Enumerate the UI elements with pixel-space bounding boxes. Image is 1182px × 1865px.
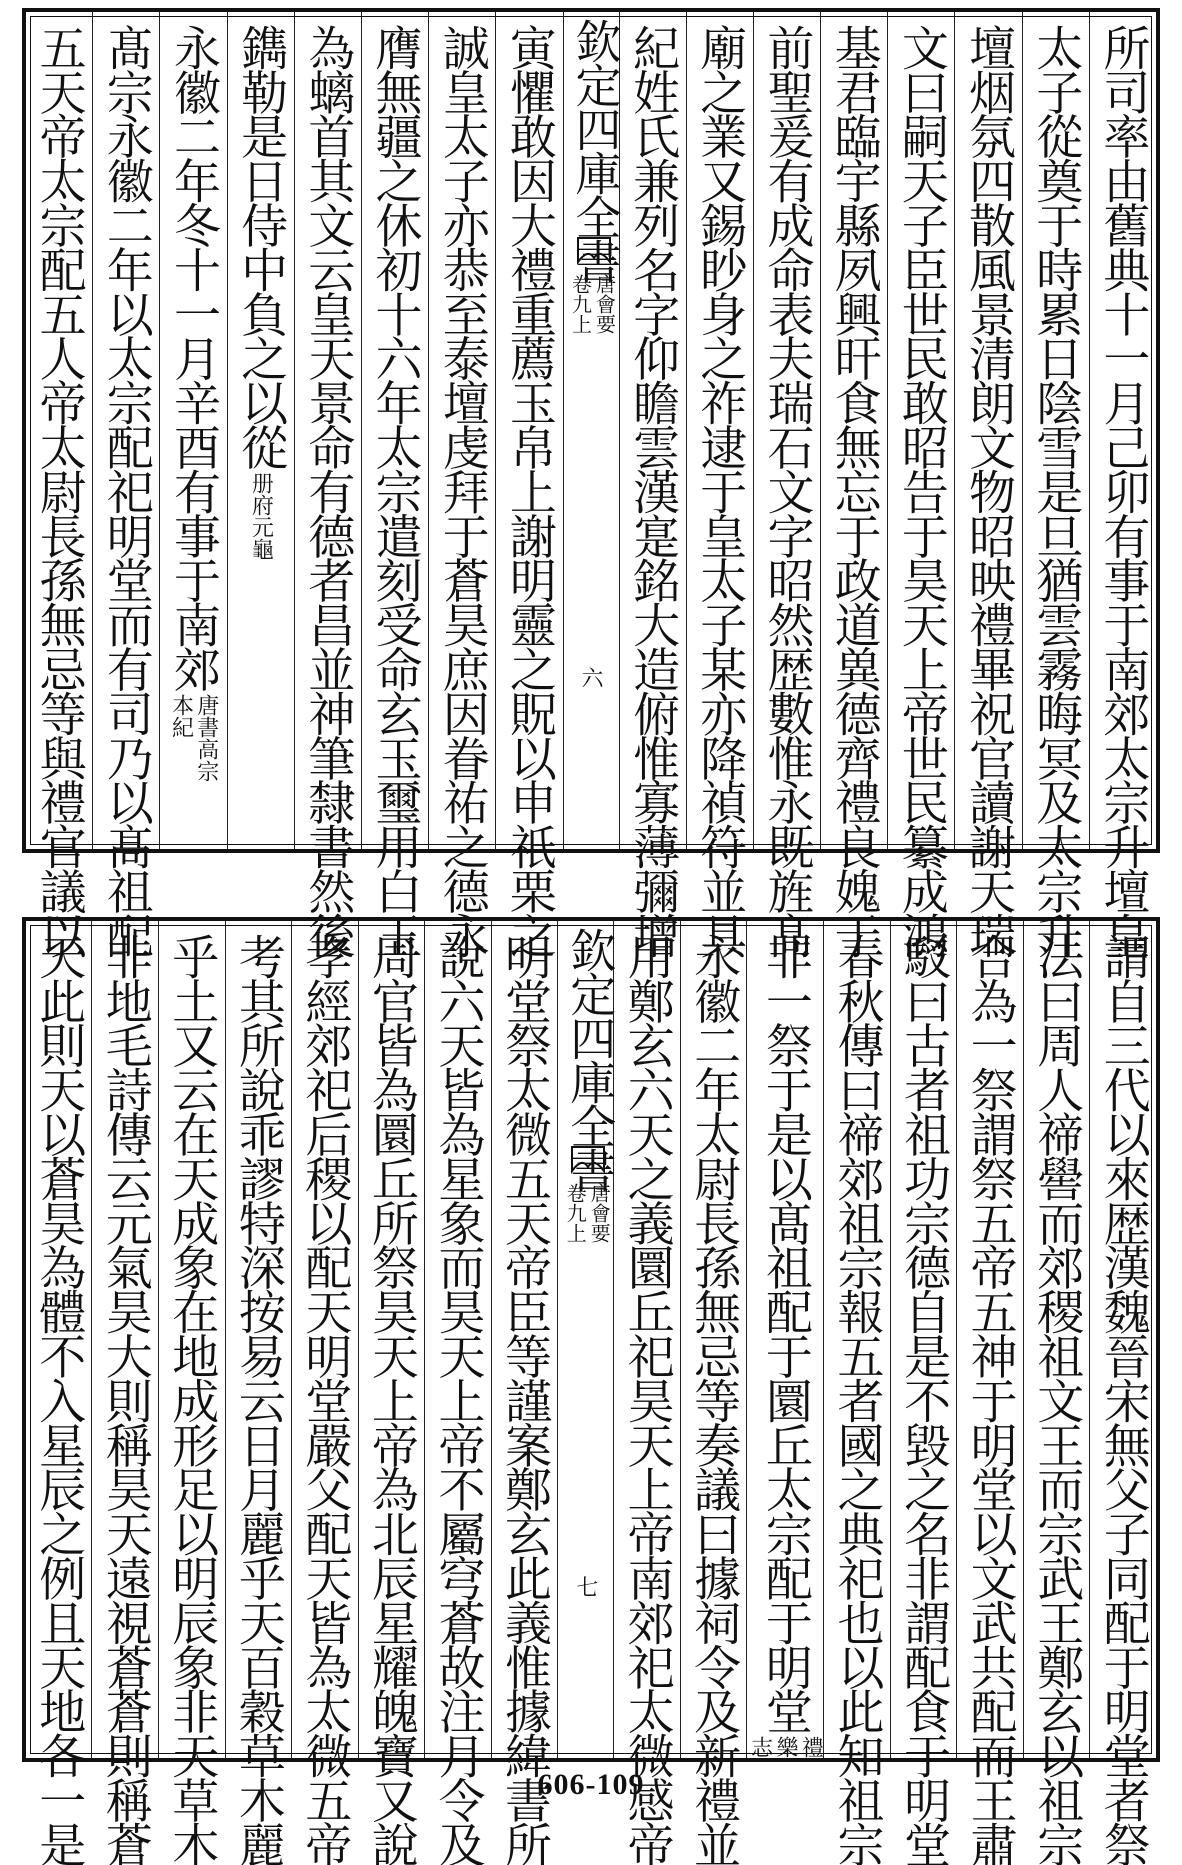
text-column <box>686 12 753 957</box>
text-column <box>1089 12 1156 957</box>
source-title: 唐會要 <box>592 274 617 334</box>
folio-number: 七 <box>576 1576 599 1601</box>
text-column <box>890 921 957 1865</box>
center-gutter <box>557 921 618 1758</box>
top-page <box>22 8 1160 957</box>
column-text: 膺無疆之休初十六年太宗遣刻受命玄玉璽用白玉 <box>367 24 423 957</box>
volume-info <box>564 1183 610 1243</box>
column-text: 明堂祭太微五天帝臣等謹案鄭玄此義惟據緯書所 <box>497 933 553 1865</box>
column-text: 謂自三代以來歴漢魏晉宋無父子同配于明堂者祭 <box>1095 933 1151 1865</box>
text-column <box>613 921 680 1865</box>
text-column <box>361 12 428 957</box>
text-column <box>291 921 358 1865</box>
text-column <box>358 921 425 1865</box>
text-column <box>887 12 954 957</box>
column-text: 乎土又云在天成象在地成形足以明辰象非天草木 <box>164 933 220 1865</box>
text-column <box>820 12 887 957</box>
column-text: 法曰周人禘嚳而郊稷祖文王而宗武王鄭玄以祖宗 <box>1029 933 1085 1865</box>
fish-tail-mark-icon <box>576 236 612 266</box>
book-title: 欽定四庫全書 <box>563 927 618 1191</box>
text-column <box>159 12 226 849</box>
text-column <box>26 12 92 957</box>
fish-tail-mark-icon <box>570 1145 606 1175</box>
text-column <box>956 921 1023 1865</box>
text-column <box>428 12 495 957</box>
text-column <box>294 12 361 957</box>
text-column <box>823 921 890 1865</box>
book-title: 欽定四庫全書 <box>568 18 623 282</box>
column-text: 非一祭于是以髙祖配于圜丘太宗配于明堂 <box>757 933 813 1733</box>
column-text: 考其所說乖謬特深按易云日月麗乎天百穀草木麗 <box>230 933 286 1865</box>
text-column <box>746 921 823 1758</box>
source-note: 册府元龜 <box>248 472 274 561</box>
column-text: 非地毛詩傳云元氣昊大則稱昊天遠視蒼蒼則稱蒼 <box>97 933 153 1865</box>
column-text: 孝經郊祀后稷以配天明堂嚴父配天皆為太微五帝 <box>297 933 353 1865</box>
volume-info <box>570 274 616 334</box>
volume-number: 卷九上 <box>568 274 593 334</box>
text-column <box>1023 921 1090 1865</box>
column-text: 紀姓氏兼列名字仰瞻雲漢寔銘大造俯惟寡薄彌增 <box>625 24 681 957</box>
column-text: 為螭首其文云皇天景命有德者昌並神筆隸書然後 <box>300 24 356 957</box>
text-column <box>1089 921 1156 1865</box>
text-column <box>158 921 225 1865</box>
center-gutter <box>563 12 623 849</box>
column-text: 說六天皆為星象而昊天上帝不屬穹蒼故注月令及 <box>430 933 486 1865</box>
column-text: 永徽二年太尉長孫無忌等奏議曰據祠令及新禮並 <box>686 933 742 1865</box>
column-text: 髙宗永徽二年以太宗配祀明堂而有司乃以髙祖配 <box>98 24 154 957</box>
text-column <box>680 921 747 1865</box>
column-text: 太子從奠于時累日陰雪是旦猶雲霧晦冥及太宗升 <box>1028 24 1084 957</box>
text-column <box>92 12 159 957</box>
column-text: 合為一祭謂祭五帝五神于明堂以文武共配而王肅 <box>962 933 1018 1865</box>
text-column <box>954 12 1021 957</box>
source-title: 唐會要 <box>587 1183 612 1243</box>
column-text: 基君臨宇縣夙興旰食無忘于政道兾德齊禮良媿于 <box>826 24 882 957</box>
page-code: 606-109 <box>537 1768 645 1801</box>
volume-number: 卷九上 <box>563 1183 588 1243</box>
column-text: 五天帝太宗配五人帝太尉長孫無忌等與禮官議以 <box>31 24 87 957</box>
column-text: 誠皇太子亦恭至泰壇虔拜于蒼昊庶因眷祐之德永 <box>434 24 490 957</box>
column-text: 春秋傳曰禘郊祖宗報五者國之典祀也以此知祖宗 <box>829 933 885 1865</box>
text-column <box>495 12 562 957</box>
column-text: 周官皆為圜丘所祭昊天上帝為北辰星耀魄寶又說 <box>363 933 419 1865</box>
column-text: 用鄭玄六天之義圜丘祀昊天上帝南郊祀太微感帝 <box>619 933 675 1865</box>
folio-number: 六 <box>581 667 604 692</box>
text-column <box>26 921 92 1865</box>
column-text: 所司率由舊典十一月己卯有事于南郊太宗升壇皇 <box>1095 24 1151 957</box>
column-text: 永徽二年冬十一月辛酉有事于南郊 <box>165 24 221 691</box>
source-note: 唐書高宗本紀 <box>168 694 219 783</box>
column-text: 廟之業又錫眇身之祚逮于皇太子某亦降禎符並具 <box>692 24 748 957</box>
column-text: 鐫勒是日侍中負之以從 <box>233 24 289 469</box>
column-text: 天此則天以蒼昊為體不入星辰之例且天地各一是 <box>31 933 87 1865</box>
text-column <box>91 921 158 1865</box>
column-text: 駁曰古者祖功宗德自是不毀之名非謂配食于明堂 <box>896 933 952 1865</box>
column-text: 寅懼敢因大禮重薦玉帛上謝明靈之貺以申祇栗之 <box>501 24 557 957</box>
text-column <box>753 12 820 957</box>
text-column <box>1022 12 1089 957</box>
column-text: 文曰嗣天子臣世民敢昭告于昊天上帝世民纂成鴻 <box>893 24 949 957</box>
source-note: 禮樂志 <box>747 1736 824 1759</box>
text-column <box>619 12 686 957</box>
column-text: 壇烟氛四散風景清朗文物昭映禮畢祝官讀謝天瑞 <box>961 24 1017 957</box>
column-text: 前聖爰有成命表夫瑞石文字昭然歴數惟永既旌髙 <box>759 24 815 957</box>
text-column <box>491 921 558 1865</box>
text-column <box>225 921 292 1865</box>
text-column <box>227 12 294 849</box>
text-column <box>424 921 491 1865</box>
